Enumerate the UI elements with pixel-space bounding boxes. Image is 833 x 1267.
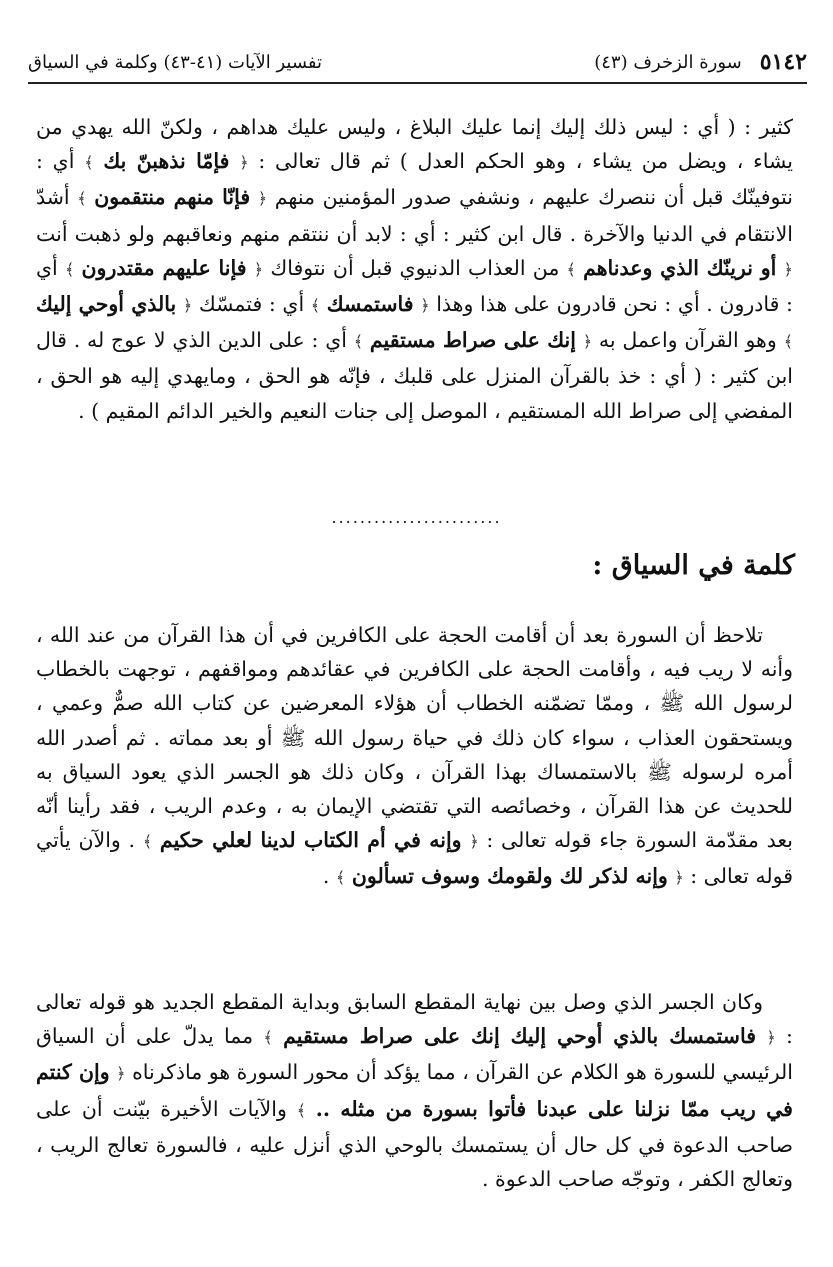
ornament-open: ﴿ (182, 296, 193, 316)
context-paragraph (36, 985, 793, 1196)
paragraph (36, 110, 793, 428)
text-run: . والآن يأتي قوله تعالى : (36, 828, 793, 889)
ornament-close: ﴾ (263, 1028, 273, 1048)
surah-name: (٤٣) سورة الزخرف (594, 51, 742, 73)
quran-verse: فاستمسك بالذي أوحي إليك إنك على صراط مستقيم (283, 1024, 757, 1049)
ornament-close: ﴾ (84, 153, 94, 173)
ornament-open: ﴿ (239, 153, 249, 173)
text-run: أي : قادرون . أي : نحن قادرون على هذا وهذا (36, 255, 793, 317)
quran-verse: وإن كنتم في ريب ممّا نزلنا على عبدنا فأتوا بسورة من مثله .. (36, 1060, 793, 1121)
section-title: كلمة في السياق : (592, 550, 795, 581)
quran-verse: أو نرينّك الذي وعدناهم (583, 255, 777, 280)
ornament-open: ﴿ (257, 189, 268, 209)
ornament-close: ﴾ (310, 296, 321, 316)
ornament-close: ﴾ (77, 189, 87, 209)
text-run: كثير : ( أي : ليس ذلك إليك إنما عليك البلاغ ، وليس عليك هداهم ، ولكنّ الله يهدي من يشاء ، ويضل من يشاء ، وهو الحكم العدل ) ثم قال تعالى : (36, 115, 793, 174)
text-run: تلاحظ أن السورة بعد أن أقامت الحجة على الكافرين في أن هذا القرآن من عند الله ، وأنه لا ريب فيه ، وأقامت الحجة على الكافرين في عقائدهم ومواقفهم ، توجهت بالخطاب لرسول الله ﷺ ، وممّا تضمّنه الخطاب أن هؤلاء المعرضين عن كتاب الله صمٌّ وعمي ، ويستحقون العذاب ، سواء كان ذلك في حياة رسول الله ﷺ أو بعد مماته . ثم أصدر الله أمره لرسوله ﷺ بالاستمساك بهذا القرآن ، وكان ذلك هو الجسر الذي يعود السياق به للحديث عن هذا القرآن ، وخصائصه التي تقتضي الإيمان به ، وعدم الريب ، فقد رأينا أنّه بعد مقدّمة السورة جاء قوله تعالى : (36, 623, 793, 853)
ornament-close: ﴾ (335, 868, 346, 888)
quran-verse: بالذي أوحي إليك (36, 292, 177, 317)
ornament-open: ﴿ (253, 259, 264, 279)
text-run: مما يدلّ على أن السياق الرئيسي للسورة هو الكلام عن القرآن ، مما يؤكد أن محور السورة هو ماذكرناه (36, 1024, 793, 1085)
ornament-close: ﴾ (566, 259, 576, 279)
header-topic: تفسير الآيات (٤١-٤٣) وكلمة في السياق (28, 51, 322, 73)
ornament-open: ﴿ (783, 259, 793, 279)
quran-verse: فإمّا نذهبنّ بك (103, 149, 230, 174)
ornament-open: ﴿ (420, 296, 430, 316)
text-run: من العذاب الدنيوي قبل أن نتوفاك (270, 255, 560, 280)
text-run: أي : نتوفينّك قبل أن ننصرك عليهم ، ونشفي صدور المؤمنين منهم (36, 149, 794, 210)
quran-verse: فإنا عليهم مقتدرون (81, 255, 247, 280)
quran-verse: فاستمسك (326, 292, 414, 317)
text-run: وكان الجسر الذي وصل بين نهاية المقطع السابق وبداية المقطع الجديد هو قوله تعالى : (36, 990, 793, 1049)
ornament-close: ﴾ (64, 259, 75, 279)
text-run: وهو القرآن واعمل به (598, 328, 777, 353)
text-run: أي : على الدين الذي لا عوج له . قال ابن كثير : ( أي : خذ بالقرآن المنزل على قلبك ، فإنّه هو الحق ، ومايهدي إليه هو الحق ، المفضي إلى صراط الله المستقيم ، الموصل إلى جنات النعيم والخير الدائم المقيم ) . (36, 328, 793, 423)
quran-verse: فإنّا منهم منتقمون (94, 185, 251, 210)
ornament-open: ﴿ (116, 1064, 126, 1084)
header-right (594, 49, 807, 75)
tafsir-paragraph (36, 110, 793, 428)
ornament-close: ﴾ (142, 832, 153, 852)
text-run: . (322, 864, 330, 889)
context-paragraph (36, 618, 793, 896)
page-number: ٥١٤٢ (759, 49, 807, 75)
quran-verse: إنك على صراط مستقيم (369, 328, 576, 353)
ornament-open: ﴿ (469, 832, 479, 852)
page-header (28, 42, 807, 84)
paragraph (36, 985, 793, 1196)
section-separator: ........................ (331, 508, 502, 527)
text-run: أشدّ الانتقام في الدنيا والآخرة . قال ابن كثير : أي : لابد أن ننتقم منهم ونعاقبهم ولو ذهبت أنت (36, 185, 793, 246)
quran-verse: وإنه في أم الكتاب لدينا لعلي حكيم (159, 828, 462, 853)
ornament-open: ﴿ (674, 868, 684, 888)
quran-verse: وإنه لذكر لك ولقومك وسوف تسألون (351, 864, 668, 889)
paragraph (36, 618, 793, 896)
ornament-open: ﴿ (766, 1028, 776, 1048)
text-run: والآيات الأخيرة بيّنت أن على صاحب الدعوة في كل حال أن يستمسك بالوحي الذي أنزل عليه ، فالسورة تعالج الريب ، وتعالج الكفر ، وتوجّه صاحب الدعوة . (36, 1096, 793, 1192)
ornament-close: ﴾ (353, 332, 364, 352)
ornament-close: ﴾ (783, 332, 793, 352)
ornament-open: ﴿ (582, 332, 593, 352)
text-run: أي : فتمسّك (198, 292, 305, 317)
ornament-close: ﴾ (296, 1100, 306, 1120)
